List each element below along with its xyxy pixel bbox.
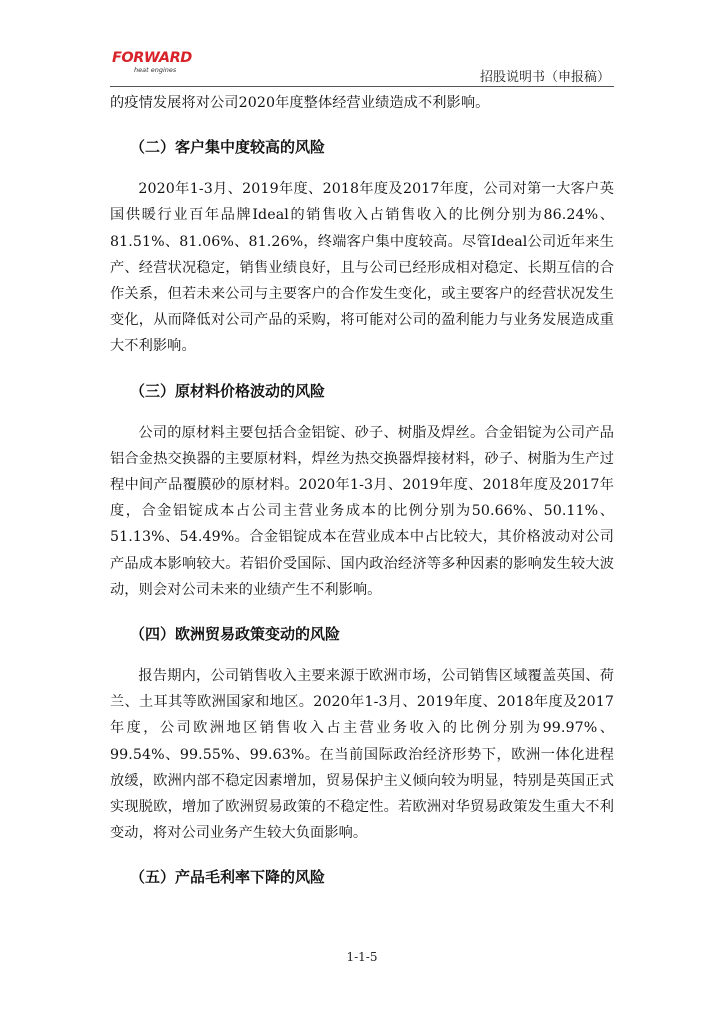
company-logo bbox=[112, 50, 202, 80]
logo-tagline: heat engines bbox=[134, 66, 177, 74]
section-heading-gross-margin: （五）产品毛利率下降的风险 bbox=[130, 868, 326, 887]
header-divider bbox=[110, 86, 614, 87]
document-body bbox=[110, 90, 614, 890]
section-paragraph-customer-concentration: 2020年1-3月、2019年度、2018年度及2017年度，公司对第一大客户英国供暖行业百年品牌Ideal的销售收入占销售收入的比例分别为86.24%、81.51%、81.06%、81.26%，终端客户集中度较高。尽管Ideal公司近年来生产、经营状况稳定，销售业绩良好，且与公司已经形成相对稳定、长期互信的合作关系，但若未来公司与主要客户的合作发生变化，或主要客户的经营状况发生变化，从而降低对公司产品的采购，将可能对公司的盈利能力与业务发展造成重大不利影响。 bbox=[110, 181, 614, 355]
header-title: 招股说明书（申报稿） bbox=[479, 70, 610, 85]
section-paragraph-eu-trade-policy: 报告期内，公司销售收入主要来源于欧洲市场，公司销售区域覆盖英国、荷兰、土耳其等欧洲国家和地区。2020年1-3月、2019年度、2018年度及2017年度，公司欧洲地区销售收入占主营业务收入的比例分别为99.97%、99.54%、99.55%、99.63%。在当前国际政治经济形势下，欧洲一体化进程放缓，欧洲内部不稳定因素增加，贸易保护主义倾向较为明显，特别是英国正式实现脱欧，增加了欧洲贸易政策的不稳定性。若欧洲对华贸易政策发生重大不利变动，将对公司业务产生较大负面影响。 bbox=[110, 668, 614, 842]
page-number: 1-1-5 bbox=[346, 950, 378, 964]
section-heading-raw-material: （三）原材料价格波动的风险 bbox=[130, 381, 326, 400]
logo-wordmark: FORWARD bbox=[112, 50, 192, 66]
section-heading-customer-concentration: （二）客户集中度较高的风险 bbox=[130, 138, 326, 157]
section-paragraph-raw-material: 公司的原材料主要包括合金铝锭、砂子、树脂及焊丝。合金铝锭为公司产品铝合金热交换器的主要原材料，焊丝为热交换器焊接材料，砂子、树脂为生产过程中间产品覆膜砂的原材料。2020年1-3月、2019年度、2018年度及2017年度，合金铝锭成本占公司主营业务成本的比例分别为50.66%、50.11%、51.13%、54.49%。合金铝锭成本在营业成本中占比较大，其价格波动对公司产品成本影响较大。若铝价受国际、国内政治经济等多种因素的影响发生较大波动，则会对公司未来的业绩产生不利影响。 bbox=[110, 424, 614, 598]
section-heading-eu-trade-policy: （四）欧洲贸易政策变动的风险 bbox=[130, 625, 341, 644]
intro-paragraph: 的疫情发展将对公司2020年度整体经营业绩造成不利影响。 bbox=[110, 95, 490, 111]
